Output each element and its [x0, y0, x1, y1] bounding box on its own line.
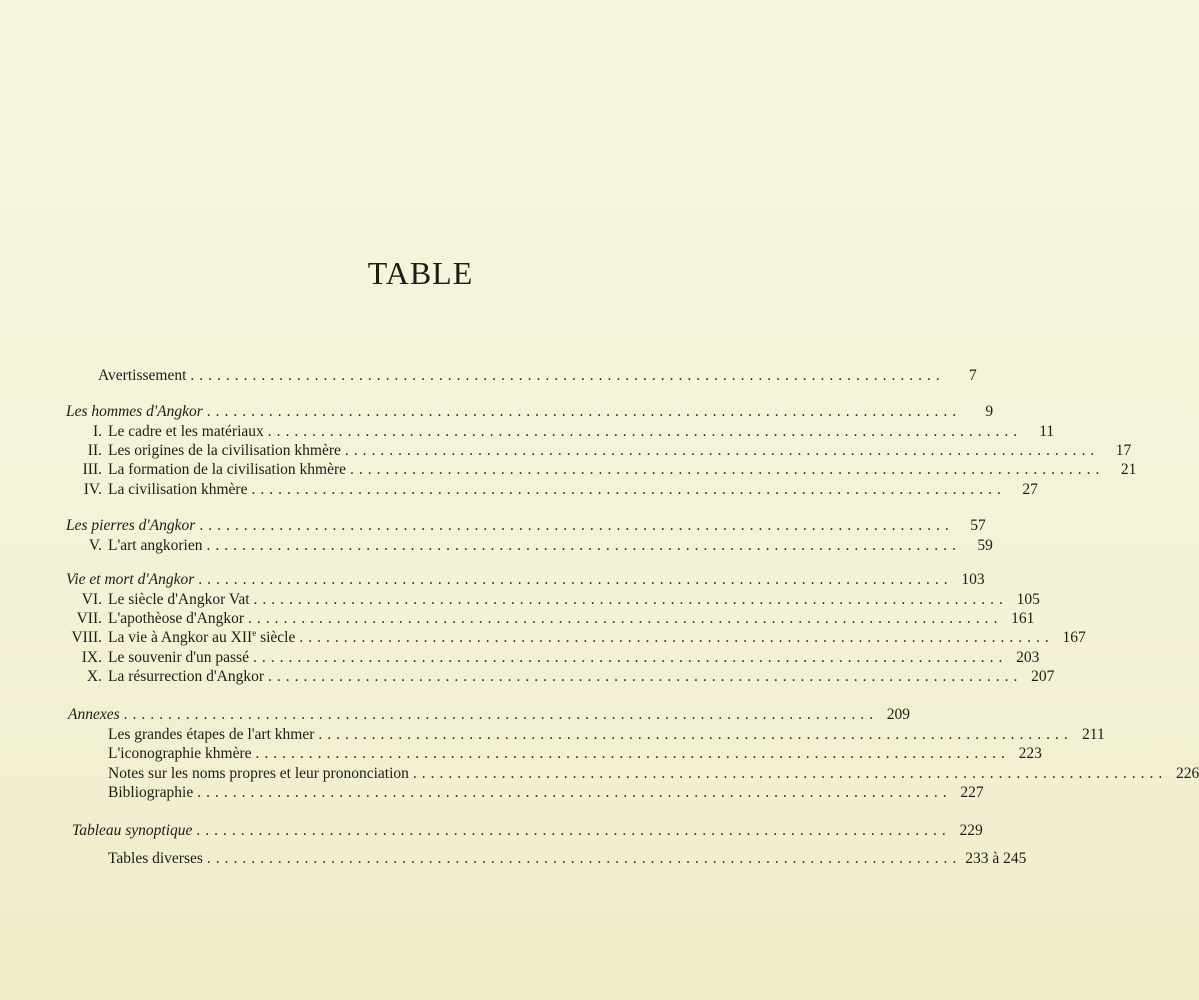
toc-entry-avertissement[interactable] — [98, 366, 977, 386]
toc-entry-page: 11 — [1039, 423, 1055, 440]
toc-entry-label: La formation de la civilisation khmère — [108, 461, 347, 478]
toc-entry-chapter-9[interactable] — [56, 648, 1040, 668]
toc-entry-page: 229 — [959, 822, 983, 839]
toc-entry-label: Tableau synoptique — [72, 822, 193, 839]
toc-entry-label: Les pierres d'Angkor — [66, 517, 196, 534]
toc-entry-chapter-8[interactable] — [56, 628, 1086, 648]
leader-dots: ..................................................................................... — [344, 442, 1100, 459]
toc-entry-label: Le cadre et les matériaux — [108, 423, 264, 440]
toc-entry-chapter-10[interactable] — [56, 667, 1055, 687]
toc-entry-page: 223 — [1018, 745, 1042, 762]
leader-dots: ..................................................................................... — [252, 649, 1008, 666]
page-title: TABLE — [367, 255, 474, 291]
toc-entry-label: Les origines de la civilisation khmère — [108, 442, 341, 459]
toc-entry-page: 17 — [1115, 442, 1132, 459]
leader-dots: ..................................................................................... — [123, 706, 879, 723]
leader-dots: ..................................................................................... — [268, 668, 1023, 685]
toc-entry-label: L'iconographie khmère — [108, 745, 252, 762]
toc-entry-label: Avertissement — [98, 367, 187, 384]
leader-dots: ..................................................................................... — [248, 610, 1003, 627]
label-text: La vie à Angkor au — [108, 629, 227, 646]
leader-dots: ..................................................................................... — [197, 784, 952, 801]
toc-entry-label: Vie et mort d'Angkor — [66, 571, 195, 588]
chapter-number: I. — [92, 423, 102, 440]
chapter-number: V. — [88, 537, 102, 554]
leader-dots: ..................................................................................... — [251, 481, 1006, 498]
toc-entry-chapter-2[interactable] — [56, 441, 1132, 461]
toc-entry-tables-diverses[interactable] — [108, 849, 1027, 869]
leader-dots: ..................................................................................... — [350, 461, 1105, 478]
chapter-number: IX. — [81, 649, 102, 666]
toc-entry-annexe-etapes[interactable] — [108, 725, 1105, 745]
toc-entry-label: Le souvenir d'un passé — [108, 649, 249, 666]
toc-entry-page: 207 — [1031, 668, 1055, 685]
toc-entry-page: 161 — [1011, 610, 1035, 627]
leader-dots: ..................................................................................... — [255, 745, 1010, 762]
toc-entry-label: L'art angkorien — [108, 537, 203, 554]
leader-dots: ..................................................................................... — [299, 629, 1054, 646]
leader-dots: ..................................................................................... — [190, 367, 945, 384]
toc-entry-label: Le siècle d'Angkor Vat — [108, 591, 250, 608]
toc-entry-label: La civilisation khmère — [108, 481, 248, 498]
toc-entry-page: 21 — [1120, 461, 1137, 478]
century-numeral: XII — [230, 629, 253, 646]
toc-entry-tableau-synoptique[interactable] — [72, 821, 983, 841]
toc-entry-page: 167 — [1062, 629, 1086, 646]
toc-entry-page: 59 — [977, 537, 993, 554]
toc-entry-page: 203 — [1016, 649, 1040, 666]
leader-dots: ..................................................................................... — [253, 591, 1008, 608]
chapter-number: III. — [82, 461, 102, 478]
toc-entry-label: Notes sur les noms propres et leur prononciation — [108, 765, 409, 782]
toc-entry-label: Les hommes d'Angkor — [66, 403, 203, 420]
toc-entry-annexe-bibliographie[interactable] — [108, 783, 984, 803]
toc-entry-chapter-3[interactable] — [56, 460, 1137, 480]
leader-dots: ..................................................................................... — [206, 850, 962, 867]
toc-entry-les-hommes-d-angkor[interactable] — [66, 402, 994, 422]
chapter-number: IV. — [83, 481, 102, 498]
chapter-number: VIII. — [71, 629, 102, 646]
chapter-number: X. — [86, 668, 102, 685]
toc-entry-page: 211 — [1082, 726, 1105, 743]
toc-entry-label: La résurrection d'Angkor — [108, 668, 265, 685]
leader-dots: ..................................................................................... — [318, 726, 1073, 743]
leader-dots: ..................................................................................... — [267, 423, 1023, 440]
toc-entry-page: 227 — [960, 784, 984, 801]
toc-entry-label: Les grandes étapes de l'art khmer — [108, 726, 315, 743]
toc-entry-chapter-1[interactable] — [56, 422, 1055, 442]
leader-dots: ..................................................................................... — [206, 403, 962, 420]
toc-entry-les-pierres-d-angkor[interactable] — [66, 516, 986, 536]
toc-entry-label: Bibliographie — [108, 784, 194, 801]
leader-dots: ..................................................................................... — [199, 517, 954, 534]
leader-dots: ..................................................................................... — [196, 822, 951, 839]
toc-entry-page: 226 — [1176, 765, 1199, 782]
leader-dots: ..................................................................................... — [412, 765, 1168, 782]
century-superscript: e — [252, 628, 257, 638]
chapter-number: VI. — [81, 591, 102, 608]
toc-entry-page: 57 — [970, 517, 986, 534]
toc-entry-page: 103 — [961, 571, 985, 588]
toc-entry-label: Tables diverses — [108, 850, 203, 867]
toc-entry-chapter-5[interactable] — [56, 536, 993, 556]
label-tail: siècle — [260, 629, 296, 646]
toc-entry-label — [108, 628, 295, 648]
leader-dots: ..................................................................................... — [206, 537, 961, 554]
toc-entry-chapter-7[interactable] — [56, 609, 1035, 629]
toc-entry-label: Annexes — [68, 706, 120, 723]
toc-entry-page: 105 — [1016, 591, 1040, 608]
toc-entry-annexe-iconographie[interactable] — [108, 744, 1042, 764]
chapter-number: II. — [87, 442, 102, 459]
toc-entry-page: 209 — [886, 706, 911, 723]
toc-entry-chapter-4[interactable] — [56, 480, 1038, 500]
toc-entry-vie-et-mort-d-angkor[interactable] — [66, 570, 985, 590]
toc-entry-label: L'apothèose d'Angkor — [108, 610, 245, 627]
chapter-number: VII. — [76, 610, 102, 627]
toc-entry-chapter-6[interactable] — [56, 590, 1040, 610]
toc-entry-page: 9 — [985, 403, 994, 420]
toc-entry-annexe-notes[interactable] — [108, 764, 1199, 784]
leader-dots: ..................................................................................... — [198, 571, 953, 588]
toc-entry-annexes[interactable] — [68, 705, 911, 725]
toc-entry-page: 233 à 245 — [965, 850, 1027, 867]
toc-entry-page: 27 — [1022, 481, 1038, 498]
toc-entry-page: 7 — [969, 367, 977, 384]
